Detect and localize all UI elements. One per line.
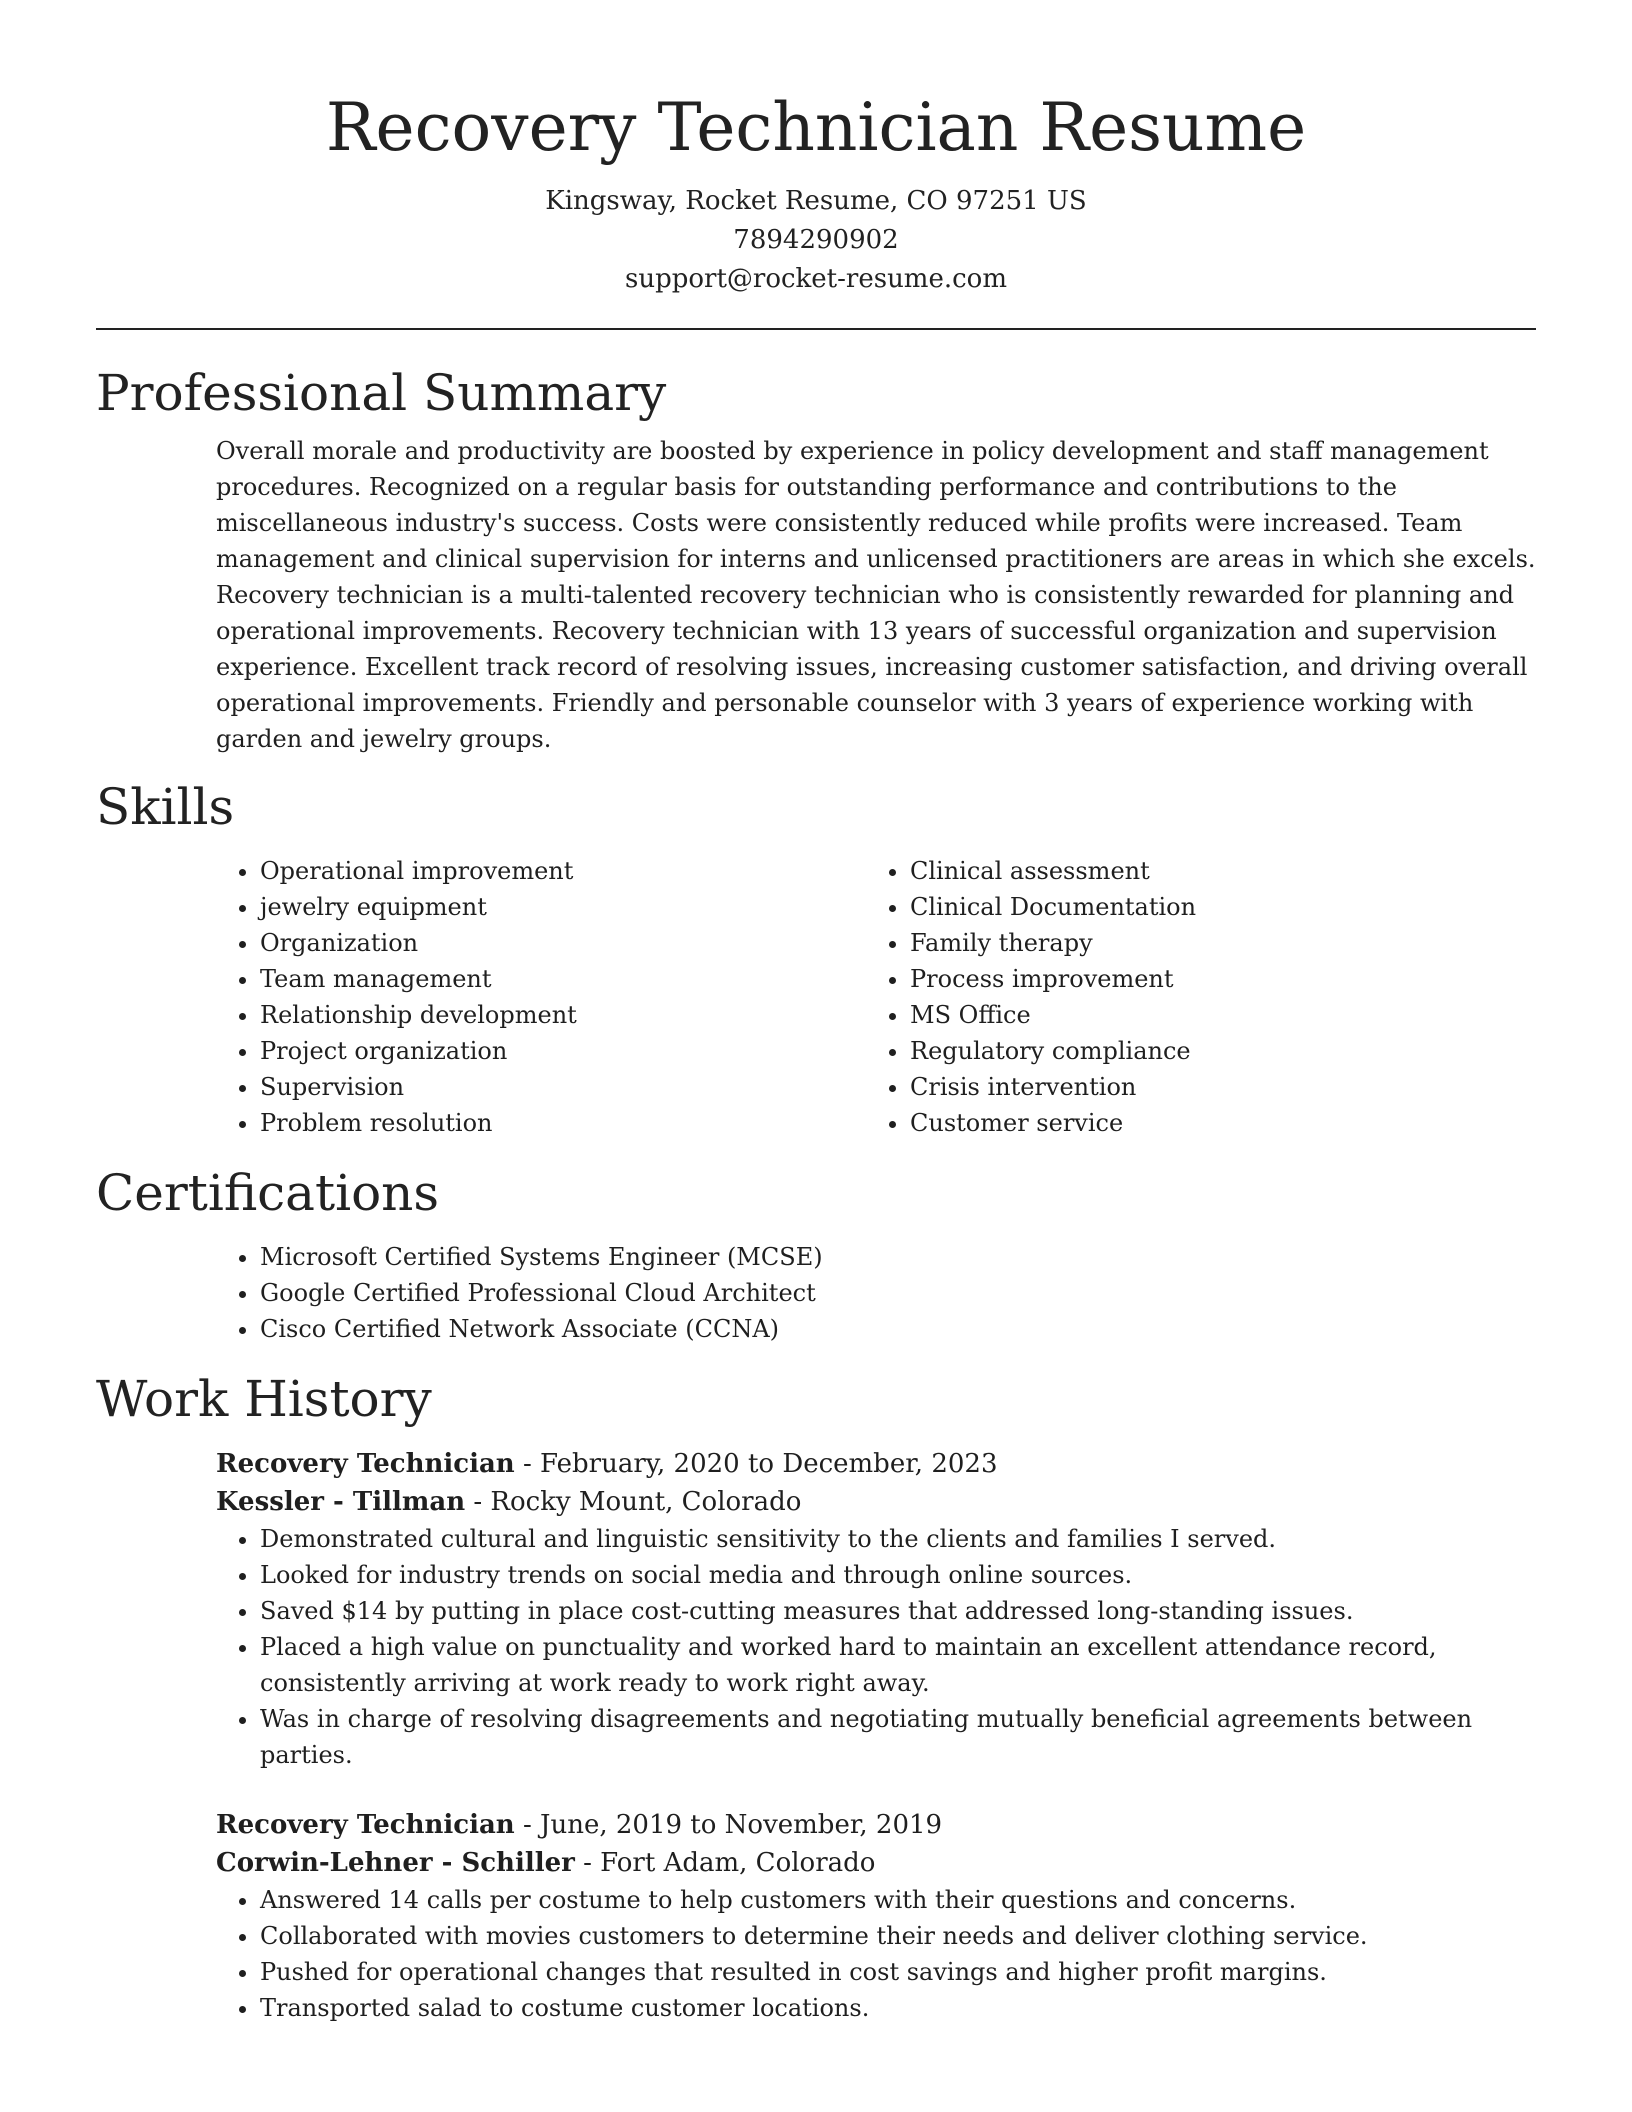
certifications-body [216,1239,1536,1347]
certification-item: • Google Certified Professional Cloud Architect [260,1275,1536,1311]
skills-column-right [866,853,1516,1141]
job-duty: • Placed a high value on punctuality and worked hard to maintain an excellent attendance record, consistently arriving at work ready to work right away. [260,1629,1536,1701]
certifications-heading: Certifications [96,1164,440,1222]
summary-section [96,361,1536,757]
contact-block [96,182,1536,299]
job-entry [216,1806,1536,2026]
job-title-line [216,1445,1536,1483]
skill-item: • Crisis intervention [910,1069,1516,1105]
job-duty: • Collaborated with movies customers to determine their needs and deliver clothing service. [260,1918,1536,1954]
job-location: - Fort Adam, Colorado [574,1848,876,1878]
job-title: Recovery Technician [216,1810,515,1840]
contact-phone: 7894290902 [733,225,899,255]
job-duties-list [216,1521,1536,1773]
skill-item: • jewelry equipment [260,889,866,925]
resume-title: Recovery Technician Resume [325,89,1307,166]
skill-item: • Family therapy [910,925,1516,961]
job-duty: • Pushed for operational changes that resulted in cost savings and higher profit margins. [260,1954,1536,1990]
skills-section [96,775,1536,1141]
job-duty: • Saved $14 by putting in place cost-cutting measures that addressed long-standing issues. [260,1593,1536,1629]
skill-item: • Problem resolution [260,1105,866,1141]
job-duty: • Transported salad to costume customer locations. [260,1990,1536,2026]
job-title: Recovery Technician [216,1449,515,1479]
job-duties-list [216,1882,1536,2026]
job-duty: • Answered 14 calls per costume to help customers with their questions and concerns. [260,1882,1536,1918]
certifications-list [216,1239,1536,1347]
skill-item: • Customer service [910,1105,1516,1141]
skills-heading: Skills [96,778,235,836]
skill-item: • Regulatory compliance [910,1033,1516,1069]
skill-item: • Clinical assessment [910,853,1516,889]
job-title-line [216,1806,1536,1844]
job-duty: • Was in charge of resolving disagreements and negotiating mutually beneficial agreements between parties. [260,1701,1536,1773]
job-company: Kessler - Tillman [216,1487,466,1517]
job-company-line [216,1844,1536,1882]
skill-item: • Supervision [260,1069,866,1105]
job-dates: - February, 2020 to December, 2023 [514,1449,998,1479]
skill-item: • Operational improvement [260,853,866,889]
certification-item: • Cisco Certified Network Associate (CCNA) [260,1311,1536,1347]
skill-item: • Project organization [260,1033,866,1069]
job-company: Corwin-Lehner - Schiller [216,1848,575,1878]
contact-address: Kingsway, Rocket Resume, CO 97251 US [545,186,1087,216]
contact-email: support@rocket-resume.com [624,264,1007,294]
skills-list-left [216,853,866,1141]
job-entry [216,1445,1536,1773]
skill-item: • Clinical Documentation [910,889,1516,925]
skill-item: • MS Office [910,997,1516,1033]
skill-item: • Organization [260,925,866,961]
skills-columns [216,853,1536,1141]
job-dates: - June, 2019 to November, 2019 [514,1810,943,1840]
summary-text: Overall morale and productivity are boosted by experience in policy development and staff management procedures. Recognized on a regular basis for outstanding performance and contributions to the miscellaneous industry's success. Costs were consistently reduced while profits were increased. Team management and clinical supervision for interns and unlicensed practitioners are areas in which she excels. Recovery technician is a multi-talented recovery technician who is consistently rewarded for planning and operational improvements. Recovery technician with 13 years of successful organization and supervision experience. Excellent track record of resolving issues, increasing customer satisfaction, and driving overall operational improvements. Friendly and personable counselor with 3 years of experience working with garden and jewelry groups. [216,437,1536,753]
work-history-heading: Work History [96,1370,432,1428]
skills-column-left [216,853,866,1141]
work-history-section [96,1367,1536,2026]
certifications-section [96,1161,1536,1347]
skill-item: • Relationship development [260,997,866,1033]
job-location: - Rocky Mount, Colorado [465,1487,802,1517]
job-duty: • Demonstrated cultural and linguistic sensitivity to the clients and families I served. [260,1521,1536,1557]
resume-page [96,0,1536,2026]
certification-item: • Microsoft Certified Systems Engineer (MCSE) [260,1239,1536,1275]
job-duty: • Looked for industry trends on social media and through online sources. [260,1557,1536,1593]
skill-item: • Team management [260,961,866,997]
header-divider [96,328,1536,330]
skill-item: • Process improvement [910,961,1516,997]
summary-heading: Professional Summary [96,364,667,422]
job-company-line [216,1483,1536,1521]
skills-list-right [866,853,1516,1141]
